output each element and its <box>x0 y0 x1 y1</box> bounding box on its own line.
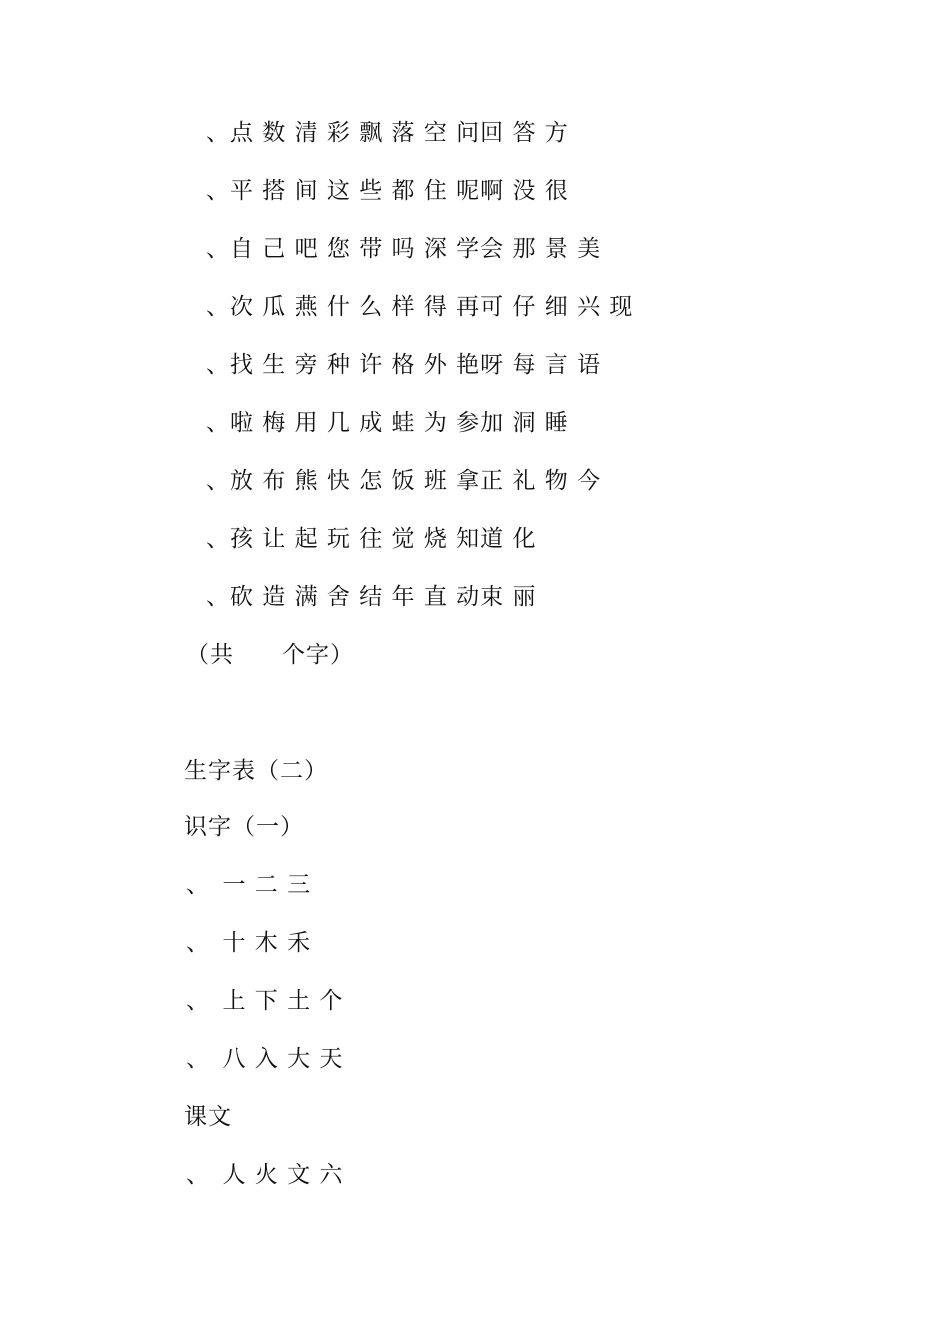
lesson-line: 、放 布 熊 快 怎 饭 班 拿正 礼 物 今 <box>206 468 602 494</box>
lesson-line: 、找 生 旁 种 许 格 外 艳呀 每 言 语 <box>206 352 602 378</box>
lesson-line: 、砍 造 满 舍 结 年 直 动束 丽 <box>206 584 537 610</box>
lesson-line: 、 十 木 禾 <box>186 930 312 956</box>
lesson-line: 、平 搭 间 这 些 都 住 呢啊 没 很 <box>206 178 569 204</box>
subsection-title: 课文 <box>184 1104 232 1130</box>
lesson-line: 、 人 火 文 六 <box>186 1162 344 1188</box>
section-title: 生字表（二） <box>184 758 328 784</box>
lesson-line: 、孩 让 起 玩 往 觉 烧 知道 化 <box>206 526 537 552</box>
lesson-line: 、 一 二 三 <box>186 872 312 898</box>
lesson-line: 、点 数 清 彩 飘 落 空 问回 答 方 <box>206 120 569 146</box>
lesson-line: 、 八 入 大 天 <box>186 1046 344 1072</box>
subsection-title: 识字（一） <box>184 814 304 840</box>
lesson-line: 、次 瓜 燕 什 么 样 得 再可 仔 细 兴 现 <box>206 294 634 320</box>
character-count-label: （共 个字） <box>186 642 354 668</box>
lesson-line: 、 上 下 土 个 <box>186 988 344 1014</box>
lesson-line: 、自 己 吧 您 带 吗 深 学会 那 景 美 <box>206 236 602 262</box>
lesson-line: 、啦 梅 用 几 成 蛙 为 参加 洞 睡 <box>206 410 569 436</box>
